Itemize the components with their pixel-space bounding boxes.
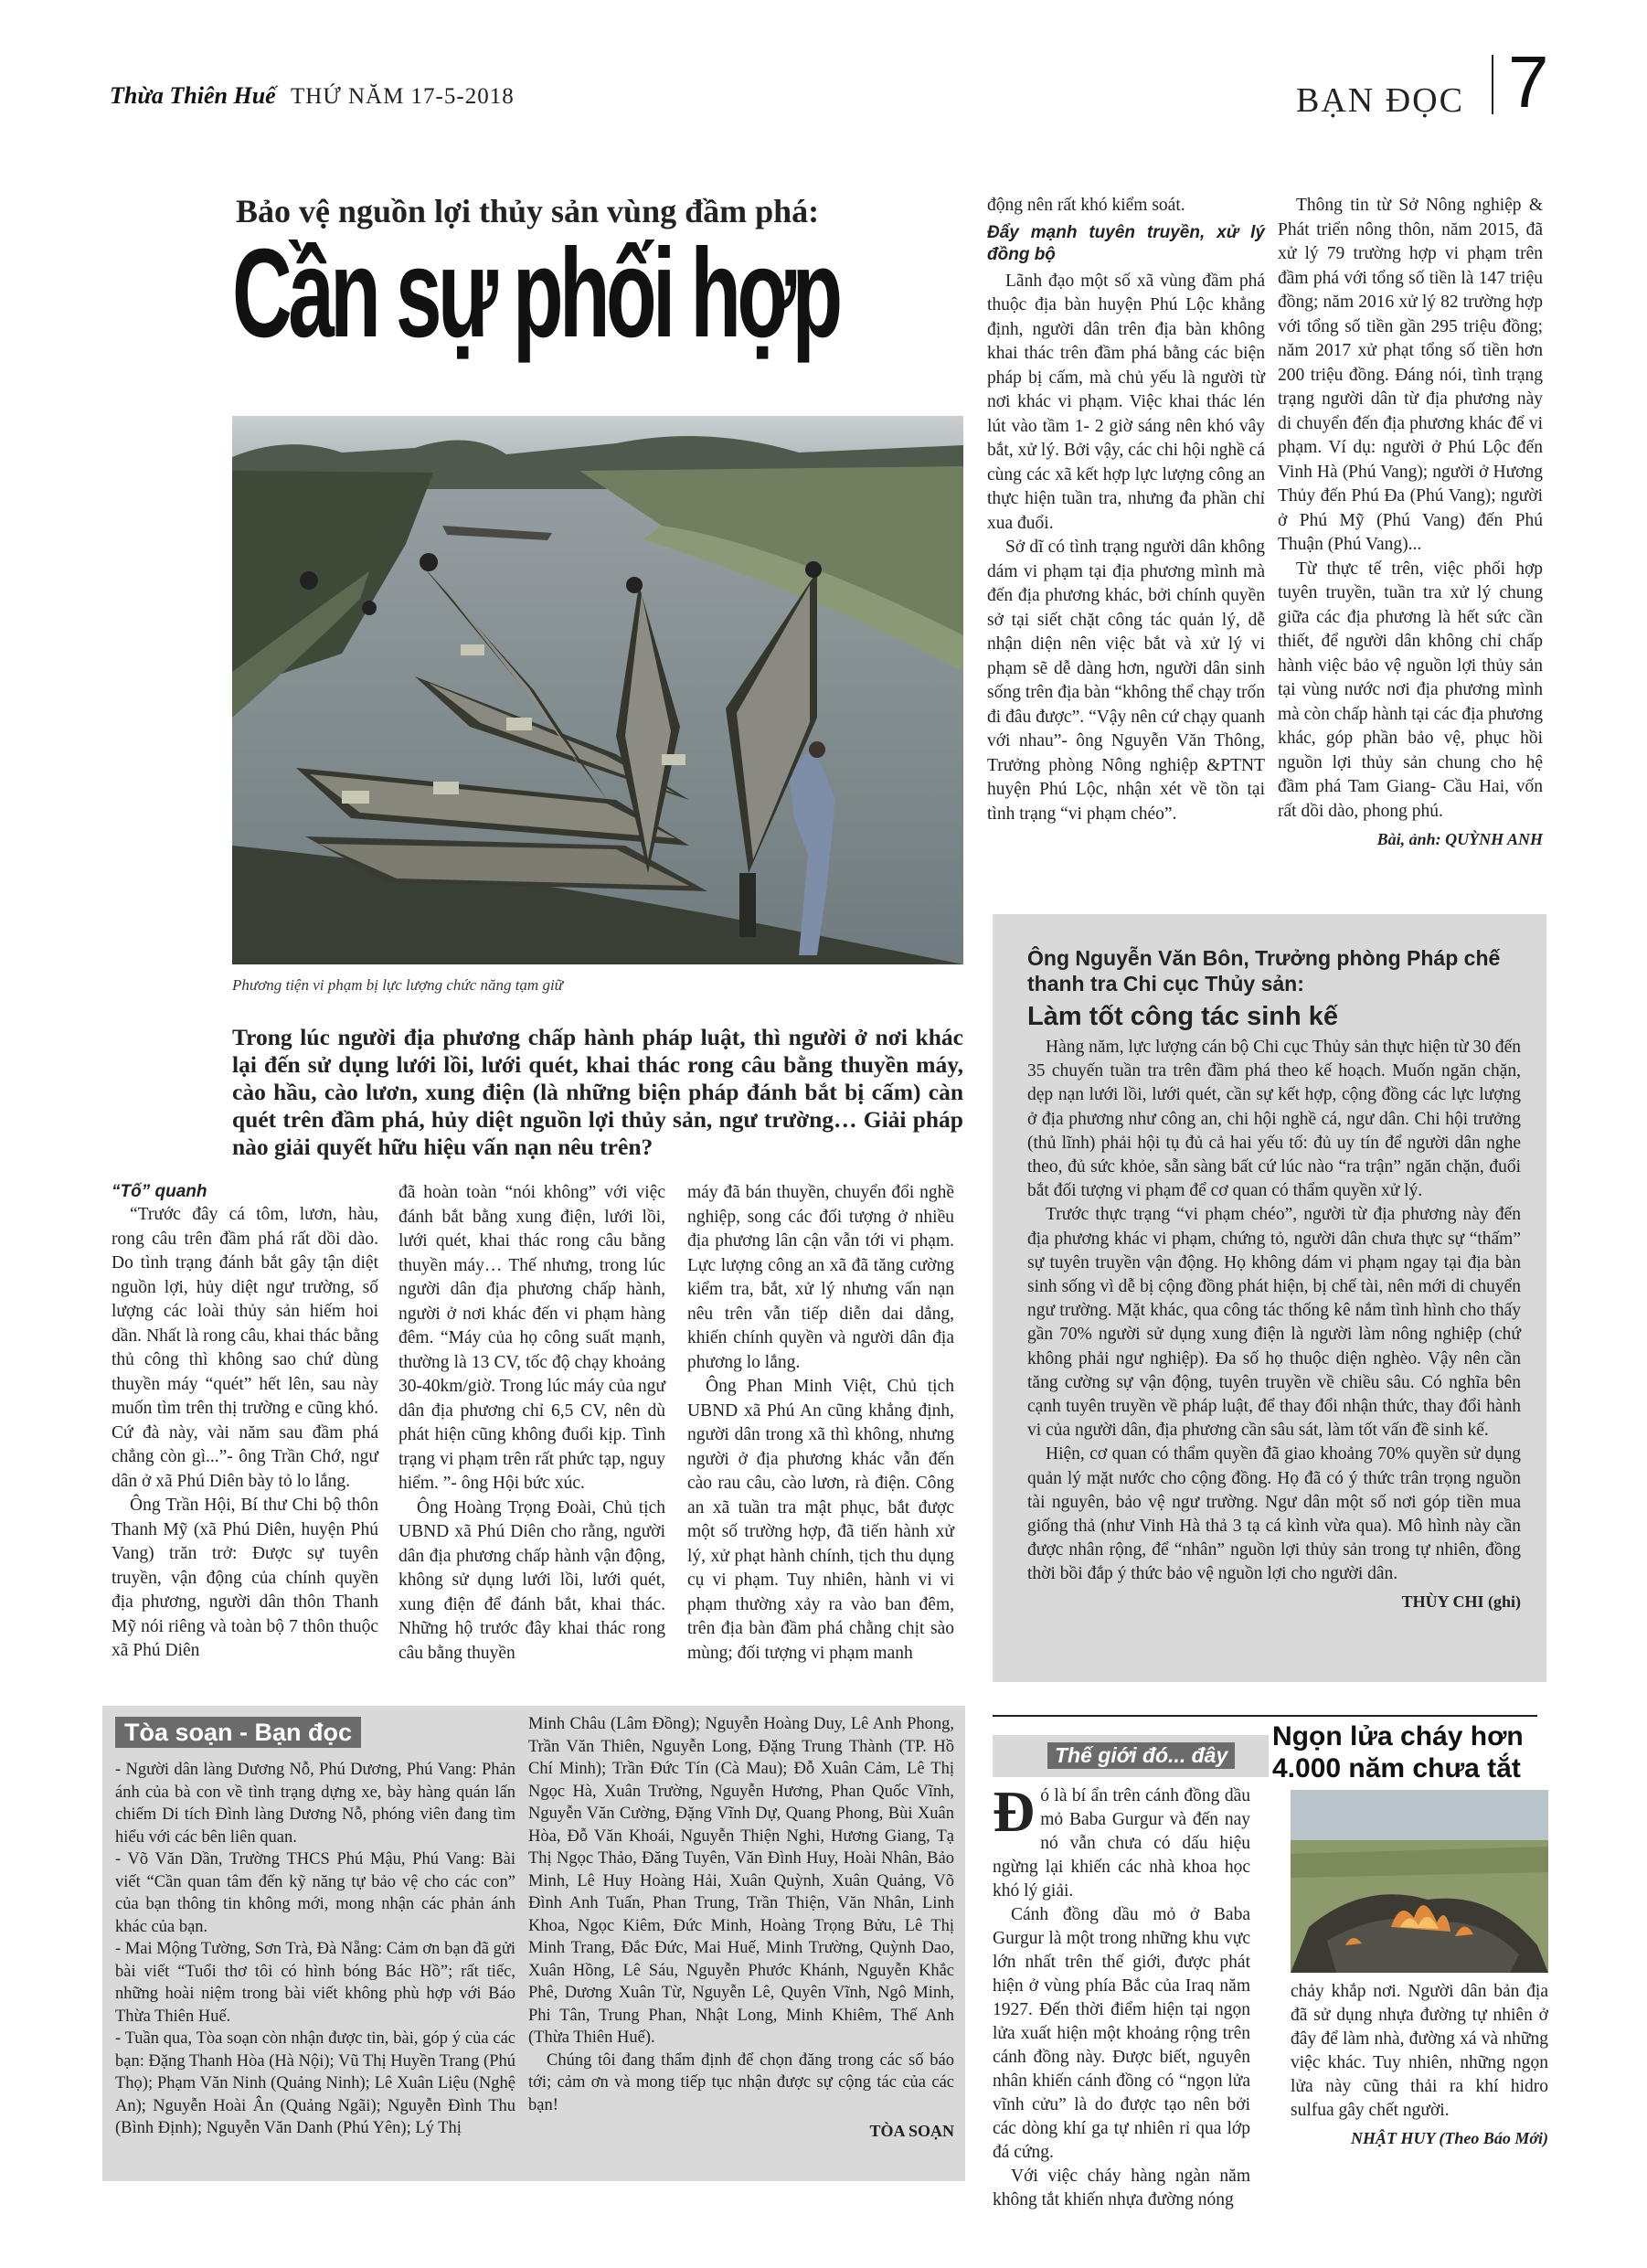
world-column-2 — [1291, 1980, 1548, 2150]
world-tag: Thế giới đó... đây — [1047, 1742, 1235, 1769]
masthead: Thừa Thiên Huế — [110, 82, 276, 109]
paragraph: đã hoàn toàn “nói không” với việc đánh bắt bằng xung điện, lưới lồi, lưới quét, khai thác rong câu bằng thuyền máy… Thế nhưng, trong lúc người dân địa phương chấp hành, người ở nơi khác đến vi phạm hàng đêm. “Máy của họ công suất mạnh, thường là 13 CV, tốc độ chạy khoảng 30-40km/giờ. Trong lúc máy của ngư dân địa phương chỉ 6,5 CV, nên dù phát hiện cũng không đuổi kịp. Tình trạng vi phạm trên rất phức tạp, nguy hiểm. ”- ông Hội bức xúc. — [398, 1183, 665, 1493]
world-divider — [993, 1715, 1537, 1717]
paragraph: Ông Phan Minh Việt, Chủ tịch UBND xã Phú An cũng khẳng định, người dân trong xã thì không, nhưng người ở địa phương khác vẫn đến cào rau câu, cào lươn, rà điện. Công an xã tuần tra mật phục, bắt được một số trường hợp, đã tiến hành xử lý, xử phạt hành chính, tịch thu dụng cụ vi phạm. Tuy nhiên, hành vi vi phạm thường xảy ra vào ban đêm, trên địa bàn đầm phá chằng chịt sào mùng; đối tượng vi phạm manh — [687, 1377, 954, 1663]
reader-note: - Tuần qua, Tòa soạn còn nhận được tin, bài, góp ý của các bạn: Đặng Thanh Hòa (Hà Nội); Vũ Thị Huyền Trang (Phú Thọ); Phạm Văn Ninh (Quảng Ninh); Lê Xuân Liệu (Nghệ An); Nguyễn Hoài Ân (Quảng Ngãi); Nguyễn Đình Thu (Bình Định); Nguyễn Văn Danh (Phú Yên); Lý Thị — [115, 2029, 515, 2137]
article-column-1 — [112, 1181, 378, 1664]
paragraph: Cánh đồng dầu mỏ ở Baba Gurgur là một trong những khu vực lớn nhất trên thế giới, được phát hiện ở vùng phía Bắc của Iraq năm 1927. Đến thời điểm hiện tại ngọn lửa xuất hiện một khoảng rộng trên cánh đồng này. Được biết, nguyên nhân khiến cánh đồng có “ngọn lửa vĩnh cửu” là do được tạo nên bởi các dòng khí ga tự nhiên rỉ qua lớp đá cứng. — [993, 1905, 1250, 2162]
world-title: Ngọn lửa cháy hơn 4.000 năm chưa tắt — [1272, 1721, 1524, 1784]
paragraph: Trước thực trạng “vi phạm chéo”, người từ địa phương này đến địa phương khác vi phạm, chứng tỏ, người dân chưa thực sự “thấm” sự tuyên truyền vận động. Họ không dám vi phạm ngay tại địa bàn sinh sống vì dễ bị cộng đồng phát hiện, bị chế tài, nên mới di chuyển ngư trường. Mặt khác, qua công tác thống kê nắm tình hình cho thấy gần 70% người sử dụng xung điện là người làm nông nghiệp (chứ không phải ngư nghiệp). Đa số họ thuộc diện nghèo. Vậy nên cần tăng cường sự vận động, tuyên truyền về chiều sâu. Có nghĩa bên cạnh tuyên truyền về pháp luật, để thay đổi nhận thức, thay đổi hành vi của người dân, địa phương cần sâu sát, làm tốt vấn đề sinh kế. — [1027, 1205, 1521, 1441]
world-first-paragraph: ó là bí ẩn trên cánh đồng dầu mỏ Baba Gurgur và đến nay nó vẫn chưa có dấu hiệu ngừng lại khiến các nhà khoa học khó lý giải. — [993, 1786, 1250, 1901]
article-lead: Trong lúc người địa phương chấp hành pháp luật, thì người ở nơi khác lại đến sử dụng lưới lồi, lưới quét, khai thác rong câu bằng thuyền máy, cào hầu, cào lươn, xung điện (là những biện pháp đánh bắt bị cấm) càn quét trên đầm phá, hủy diệt nguồn lợi thủy sản, ngư trường… Giải pháp nào giải quyết hữu hiệu vấn nạn nêu trên? — [232, 1024, 963, 1160]
page-number: 7 — [1508, 41, 1549, 122]
paragraph: Với việc cháy hàng ngàn năm không tắt khiến nhựa đường nóng — [993, 2167, 1250, 2209]
paragraph: Lãnh đạo một số xã vùng đầm phá thuộc địa bàn huyện Phú Lộc khẳng định, người dân trên địa bàn không khai thác trên đầm phá bằng các biện pháp bị cấm, mà chủ yếu là người từ nơi khác vi phạm. Việc khai thác lén lút vào tầm 1- 2 giờ sáng nên khó vây bắt, xử lý. Bởi vậy, các chi hội nghề cá cùng các xã kết hợp lực lượng công an thực hiện tuần tra, nhưng đa phần chỉ xua đuổi. — [987, 271, 1265, 533]
article-column-5 — [1278, 194, 1543, 852]
readers-signature: TÒA SOẠN — [869, 2122, 954, 2140]
article-column-4 — [987, 194, 1265, 826]
photo-caption: Phương tiện vi phạm bị lực lượng chức năng tạm giữ — [232, 976, 563, 994]
reader-note: Minh Châu (Lâm Đồng); Nguyễn Hoàng Duy, Lê Anh Phong, Trần Văn Thiên, Nguyễn Long, Đặng Trung Thành (TP. Hồ Chí Minh); Trần Đức Tín (Cà Mau); Đỗ Xuân Cảm, Lê Thị Ngọc Hà, Xuân Trường, Nguyễn Hương, Phan Quốc Vĩnh, Nguyễn Văn Cường, Đặng Vĩnh Dự, Quang Phong, Bùi Xuân Hòa, Đỗ Văn Khoái, Nguyễn Thiện Nghi, Hương Giang, Tạ Thị Ngọc Thảo, Đăng Tuyên, Văn Đình Huy, Hoài Nhân, Bảo Minh, Lê Huy Hoàng Hải, Xuân Quỳnh, Xuân Quảng, Võ Đình Anh Tuấn, Phan Trung, Trần Thiện, Văn Nhân, Linh Khoa, Ngọc Kiêm, Đức Minh, Hoàng Trọng Bửu, Lê Thị Minh Trang, Đắc Đức, Mai Huế, Minh Trường, Quỳnh Dao, Xuân Hồng, Lê Sáu, Nguyễn Phước Khánh, Nguyễn Khắc Phê, Dương Xuân Từ, Nguyễn Lê, Quyên Vĩnh, Ngô Minh, Phi Tân, Trung Phan, Nhật Long, Minh Khiêm, Thế Anh (Thừa Thiên Huế). — [528, 1715, 954, 2047]
paragraph: Hiện, cơ quan có thẩm quyền đã giao khoảng 70% quyền sử dụng quản lý mặt nước cho cộng đồng. Họ đã có ý thức trân trọng nguồn tài nguyên, bảo vệ ngư trường. Ngư dân một số nơi góp tiền mua giống thả (như Vinh Hà thả 3 tạ cá kình vừa qua). Mô hình này cần được nhân rộng, để “nhân” nguồn lợi thủy sản trong tự nhiên, đồng thời bồi đắp ý thức bảo vệ nguồn lợi cho người dân. — [1027, 1444, 1521, 1584]
paragraph: chảy khắp nơi. Người dân bản địa đã sử dụng nhựa đường tự nhiên ở đây để làm nhà, đường xá và những việc khác. Tuy nhiên, những ngọn lửa này cũng thải ra khí hidro sulfua gây chết người. — [1291, 1982, 1548, 2120]
subheading-to-quanh: “Tố” quanh — [112, 1182, 207, 1201]
interview-header: Ông Nguyễn Văn Bôn, Trưởng phòng Pháp chế thanh tra Chi cục Thủy sản: — [1027, 946, 1501, 996]
header-divider — [1492, 55, 1493, 114]
article-byline: Bài, ảnh: QUỲNH ANH — [1376, 830, 1543, 848]
paragraph: Ông Hoàng Trọng Đoài, Chủ tịch UBND xã Phú Diên cho rằng, người dân địa phương chấp hành vận động, không sử dụng lưới lồi, lưới quét, xung điện để đánh bắt, khai thác. Những hộ trước đây khai thác rong câu bằng thuyền — [398, 1497, 665, 1663]
paragraph: máy đã bán thuyền, chuyển đổi nghề nghiệp, song các đối tượng ở nhiều địa phương lân cận vẫn tới vi phạm. Lực lượng công an xã đã tăng cường kiểm tra, bắt, xử lý nhưng vấn nạn nêu trên vẫn tiếp diễn dai dẳng, khiến chính quyền và người dân địa phương lo lắng. — [687, 1183, 954, 1372]
issue-date: THỨ NĂM 17-5-2018 — [291, 84, 515, 109]
paragraph: Hàng năm, lực lượng cán bộ Chi cục Thủy sản thực hiện từ 30 đến 35 chuyến tuần tra trên đầm phá theo kế hoạch. Muốn ngăn chặn, dẹp nạn lưới lồi, lưới quét, cần sự kết hợp, cộng đồng các lực lượng ở địa phương như công an, chi hội nghề cá, ngư dân. Chi hội trưởng (thủ lĩnh) phải hội tụ đủ cả hai yếu tố: đủ uy tín để người dân nghe theo, đủ sức khỏe, sẵn sàng bất cứ lúc nào “ra trận” ngăn chặn, đuổi bắt đối tượng vi phạm để cơ quan có thẩm quyền xử lý. — [1027, 1038, 1521, 1201]
article-kicker: Bảo vệ nguồn lợi thủy sản vùng đầm phá: — [236, 193, 820, 229]
world-signature: NHẬT HUY (Theo Báo Mới) — [1351, 2129, 1548, 2147]
reader-note: - Người dân làng Dương Nỗ, Phú Dương, Phú Vang: Phản ánh của bà con về tình trạng dựng xe, bày hàng quán lấn chiếm Di tích Đình làng Dương Nỗ, phóng viên đang tìm hiểu với các bên liên quan. — [115, 1761, 515, 1847]
world-tag-band — [993, 1735, 1269, 1777]
article-headline: Cần sự phối hợp — [232, 223, 839, 364]
readers-title: Tòa soạn - Bạn đọc — [115, 1717, 361, 1748]
world-column-1 — [993, 1779, 1250, 2212]
paragraph: “Trước đây cá tôm, lươn, hàu, rong câu trên đầm phá rất dồi dào. Do tình trạng đánh bắt gây tận diệt nguồn lợi, hủy diệt ngư trường, số lượng các loài thủy sản hiếm hoi dần. Nhất là rong câu, khai thác bằng thủ công thì không sao chứ dùng thuyền máy “quét” hết lên, sau này muốn tìm trên thị trường e cũng khó. Cứ đà này, vài năm sau đầm phá chẳng còn gì...”- ông Trần Chớ, ngư dân ở xã Phú Diên bày tỏ lo lắng. — [112, 1205, 378, 1491]
section-title: BẠN ĐỌC — [1296, 81, 1464, 120]
article-column-2 — [398, 1181, 665, 1666]
paragraph: động nên rất khó kiểm soát. — [987, 196, 1185, 215]
paragraph: Thông tin từ Sở Nông nghiệp & Phát triển nông thôn, năm 2015, đã xử lý 79 trường hợp vi phạm trên đầm phá với tổng số tiền là 147 triệu đồng; năm 2016 xử lý 82 trường hợp với tổng số tiền gần 295 triệu đồng; năm 2017 xử phạt tổng số tiền hơn 200 triệu đồng. Đáng nói, tình trạng trạng người dân từ địa phương này di chuyển đến địa phương khác để vi phạm. Ví dụ: người ở Phú Lộc đến Vinh Hà (Phú Vang); người ở Hương Thủy đến Phú Đa (Phú Vang); người ở Phú Mỹ (Phú Vang) đến Phú Thuận (Phú Vang)... — [1278, 196, 1543, 554]
interview-title: Làm tốt công tác sinh kế — [1027, 1002, 1338, 1031]
drop-cap: Đ — [993, 1779, 1036, 1844]
fire-photo — [1291, 1790, 1548, 1973]
subheading-tuyen-truyen: Đẩy mạnh tuyên truyền, xử lý đồng bộ — [987, 222, 1265, 264]
interview-signature: THÙY CHI (ghi) — [1401, 1592, 1521, 1611]
readers-box — [102, 1706, 965, 2181]
reader-note: - Mai Mộng Tường, Sơn Trà, Đà Nẵng: Cảm ơn bạn đã gửi bài viết “Tuổi thơ tôi có hình bóng Bác Hồ”; rất tiếc, những hoài niệm trong bài viết không phù hợp với Báo Thừa Thiên Huế. — [115, 1940, 515, 2026]
interview-box — [993, 914, 1546, 1682]
paragraph: Từ thực tế trên, việc phối hợp tuyên truyền, tuần tra xử lý chung giữa các địa phương là hết sức cần thiết, để người dân không chỉ chấp hành việc bảo vệ nguồn lợi thủy sản tại vùng nước nơi địa phương mình mà còn chấp hành tại các địa phương khác, góp phần bảo vệ, phục hồi nguồn lợi thủy sản chung cho hệ đầm phá Tam Giang- Cầu Hai, vốn rất dồi dào, phong phú. — [1278, 559, 1543, 821]
reader-note: - Võ Văn Dần, Trường THCS Phú Mậu, Phú Vang: Bài viết “Cần quan tâm đến kỹ năng tự bảo vệ cho các con” của bạn thông tin không mới, mong nhận các phản ánh khác của bạn. — [115, 1850, 515, 1936]
paragraph: Sở dĩ có tình trạng người dân không dám vi phạm tại địa phương mình mà đến địa phương khác, bởi chính quyền sở tại siết chặt công tác quản lý, dễ nhận diện nên việc bắt và xử lý vi phạm sẽ dễ dàng hơn, người dân sinh sống trên địa bàn “không thể chạy trốn đi đâu được”. “Vậy nên cứ chạy quanh với nhau”- ông Nguyễn Văn Thông, Trưởng phòng Nông nghiệp &PTNT huyện Phú Lộc, nhận xét về tồn tại tình trạng “vi phạm chéo”. — [987, 538, 1265, 824]
boats-photo — [232, 416, 963, 964]
article-column-3 — [687, 1181, 954, 1666]
paragraph: Ông Trần Hội, Bí thư Chi bộ thôn Thanh Mỹ (xã Phú Diên, huyện Phú Vang) trăn trở: Được sự tuyên truyền, vận động của chính quyền địa phương, người dân thôn Thanh Mỹ nói riêng và toàn bộ 7 thôn thuộc xã Phú Diên — [112, 1496, 378, 1660]
reader-note: Chúng tôi đang thẩm định để chọn đăng trong các số báo tới; cảm ơn và mong tiếp tục nhận được sự cộng tác của các bạn! — [528, 2050, 954, 2114]
